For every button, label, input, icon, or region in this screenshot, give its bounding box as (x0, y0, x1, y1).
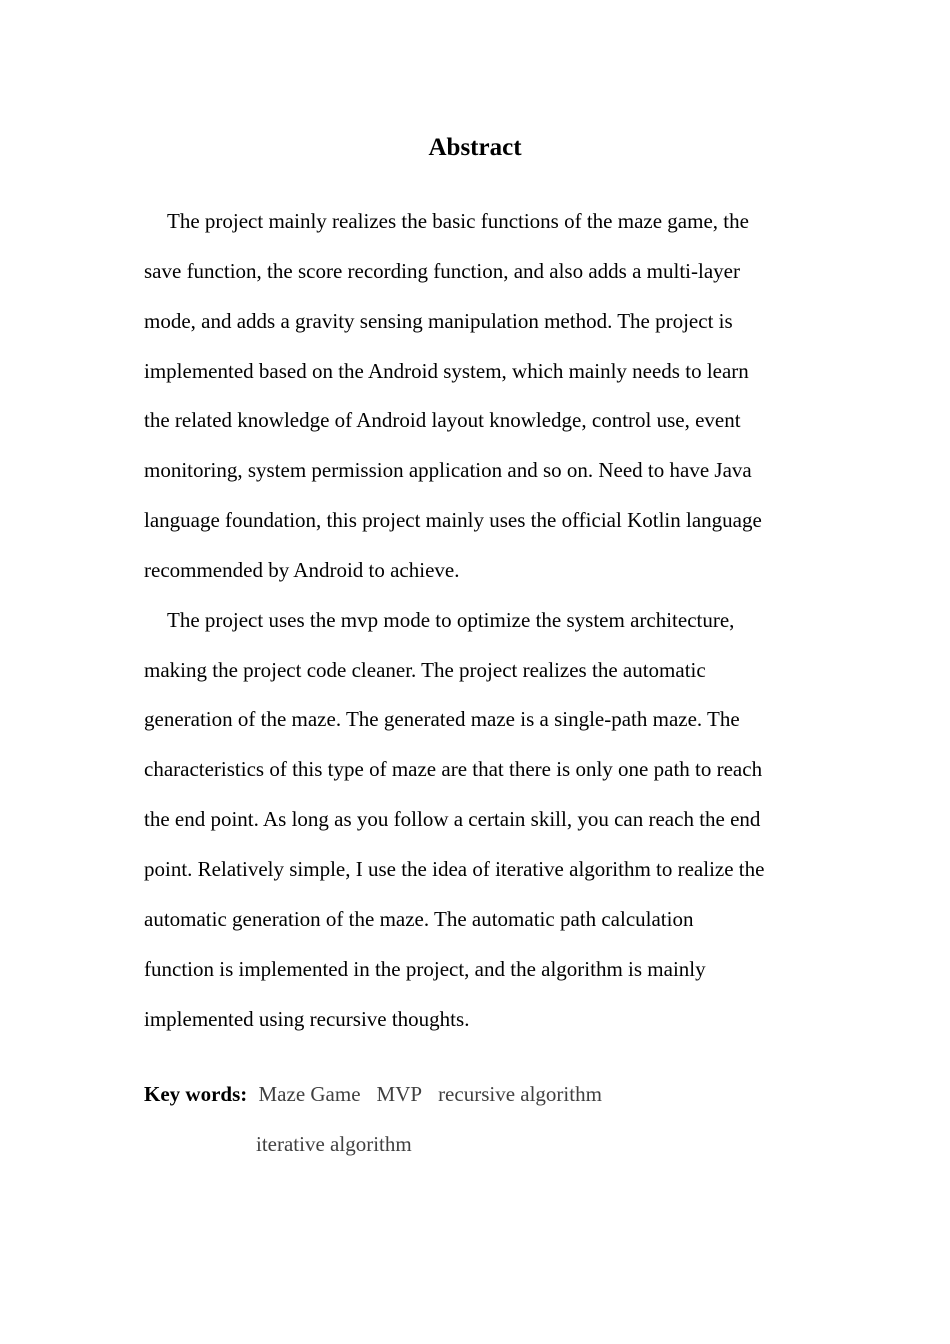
paragraph-1-line: monitoring, system permission application and so on. Need to have Java (144, 458, 752, 483)
keywords-line-1 (144, 1069, 808, 1119)
paragraph-2-line: implemented using recursive thoughts. (144, 1006, 470, 1031)
paragraph-2-line: generation of the maze. The generated maze is a single-path maze. The (144, 707, 740, 732)
paragraph-1-line: language foundation, this project mainly uses the official Kotlin language (144, 508, 762, 533)
keywords-section (144, 1069, 808, 1169)
paragraph-1-line: save function, the score recording function, and also adds a multi-layer (144, 258, 740, 283)
paragraph-2-line: automatic generation of the maze. The automatic path calculation (144, 906, 694, 931)
paragraph-1-line: the related knowledge of Android layout knowledge, control use, event (144, 408, 741, 433)
paragraph-2-line: making the project code cleaner. The project realizes the automatic (144, 657, 706, 682)
keyword-item: Maze Game (258, 1082, 361, 1106)
keywords-label: Key words: (144, 1082, 248, 1106)
keywords-line-2 (144, 1119, 808, 1169)
paragraph-1-line: mode, and adds a gravity sensing manipulation method. The project is (144, 308, 733, 333)
paragraph-1-line: implemented based on the Android system, which mainly needs to learn (144, 358, 749, 383)
paragraph-2-line: characteristics of this type of maze are that there is only one path to reach (144, 757, 763, 782)
paragraph-2-line: point. Relatively simple, I use the idea of iterative algorithm to realize the (144, 856, 765, 881)
paragraph-2-line: function is implemented in the project, and the algorithm is mainly (144, 956, 706, 981)
keyword-item: recursive algorithm (438, 1082, 602, 1106)
paragraph-2-line: the end point. As long as you follow a certain skill, you can reach the end (144, 807, 761, 832)
abstract-body (144, 197, 808, 1044)
keyword-item: MVP (376, 1082, 423, 1106)
page-title: Abstract (428, 134, 522, 161)
paragraph-1-line: recommended by Android to achieve. (144, 557, 460, 582)
paragraph-1-line: The project mainly realizes the basic functions of the maze game, the (167, 209, 749, 233)
paragraph-2-line: The project uses the mvp mode to optimize the system architecture, (167, 607, 735, 632)
keyword-item: iterative algorithm (256, 1132, 412, 1156)
